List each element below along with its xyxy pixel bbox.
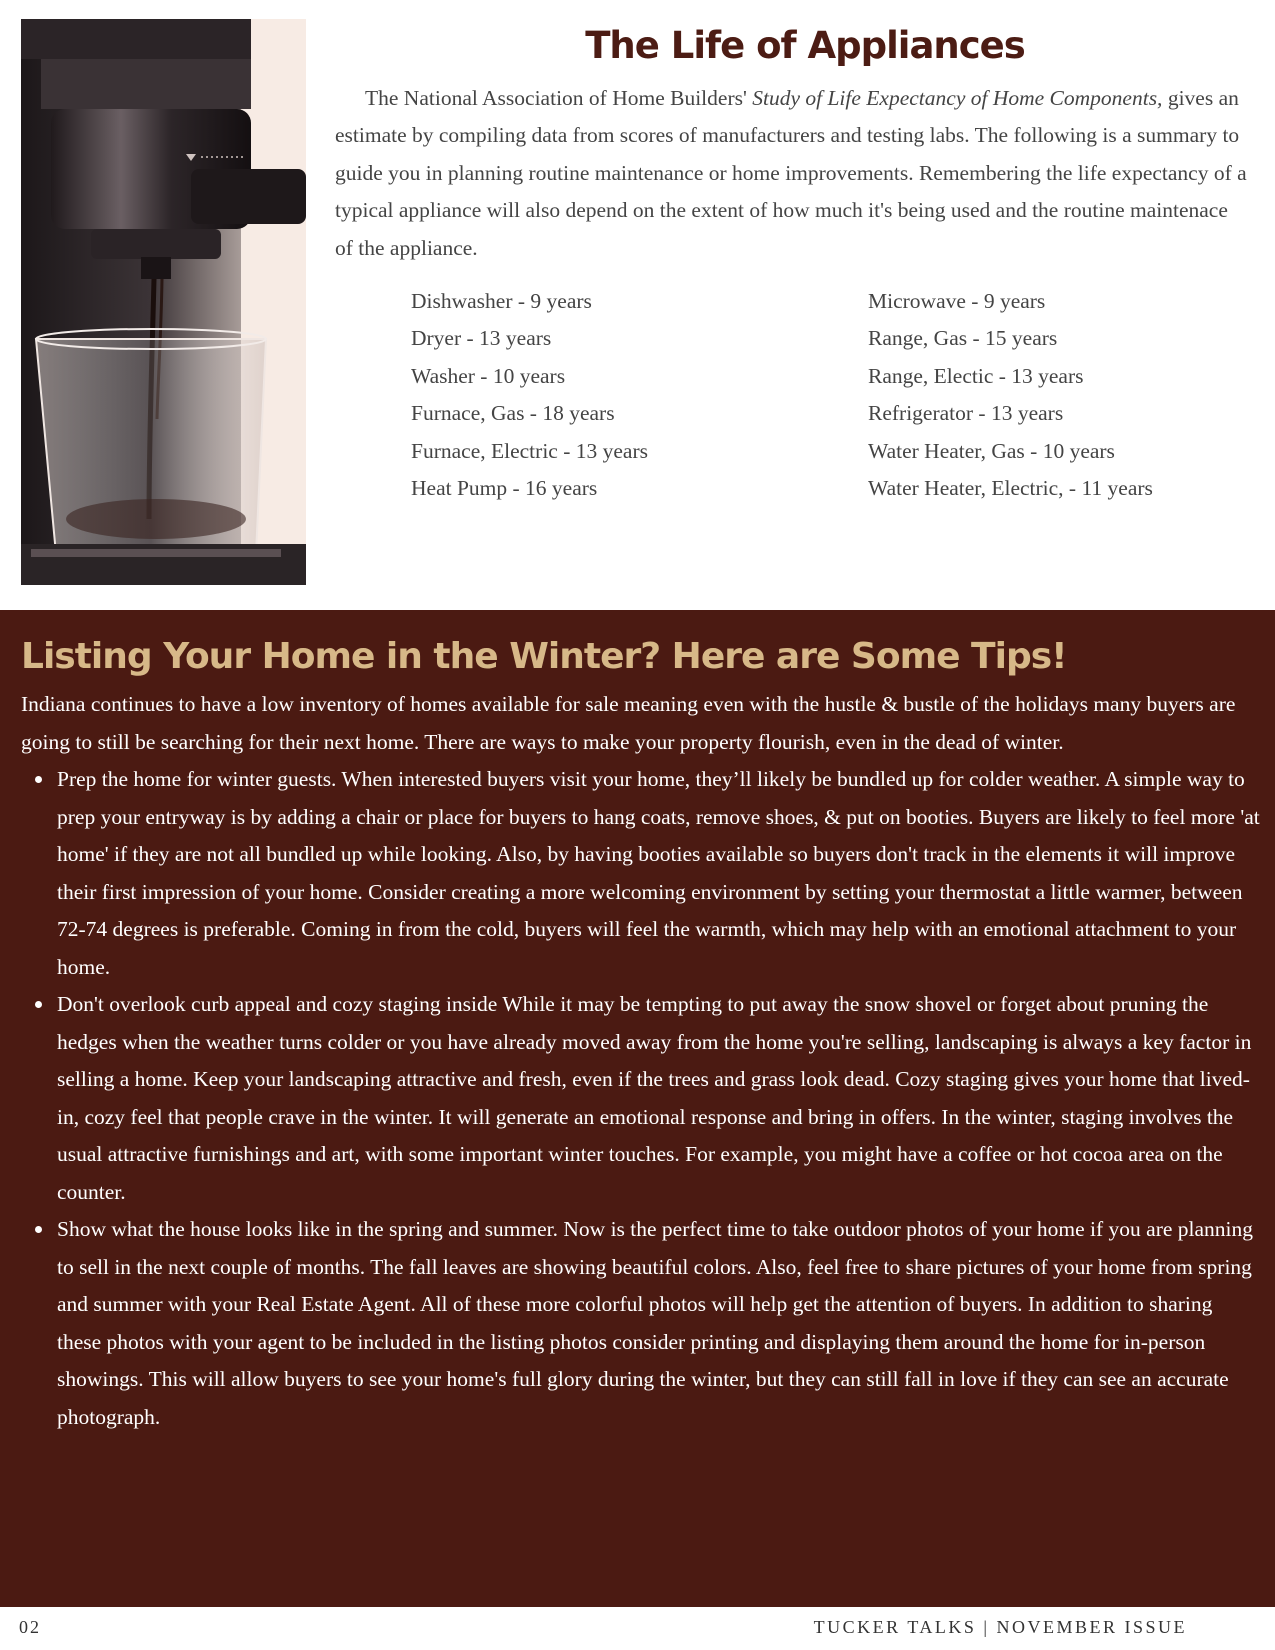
- list-item: [57, 761, 1261, 986]
- list-item: Water Heater, Gas - 10 years: [868, 438, 1115, 463]
- study-title: Study of Life Expectancy of Home Components,: [752, 86, 1163, 110]
- winter-tips-list: [21, 761, 1261, 1436]
- tip-text: Show what the house looks like in the spring and summer. Now is the perfect time to take outdoor photos of your home if you are planning to sell in the next couple of months. The fall leaves are showing beautiful colors. Also, feel free to share pictures of your home from spring and summer with your Real Estate Agent. All of these more colorful photos will help get the attention of buyers. In addition to sharing these photos with your agent to be included in the listing photos consider printing and displaying them around the home for in-person showings. This will allow buyers to see your home's full glory during the winter, but they can still fall in love if they can see an accurate photograph.: [57, 1217, 1254, 1429]
- bullet-icon: [35, 1001, 42, 1008]
- life-expectancy-list-left: [411, 283, 868, 507]
- bullet-icon: [35, 1226, 42, 1233]
- page-number: 02: [19, 1617, 41, 1637]
- list-item: Range, Gas - 15 years: [868, 326, 1058, 351]
- appliance-life-article: [335, 18, 1250, 507]
- intro-rest: gives an estimate by compiling data from scores of manufacturers and testing labs. The following is a summary to guide you in planning routine maintenance or home improvements. Remembering the life expectancy of a typical appliance will also depend on the extent of how much it's being used and the routine maintenace of the appliance.: [335, 86, 1247, 260]
- newsletter-issue-label: TUCKER TALKS | NOVEMBER ISSUE: [813, 1617, 1187, 1637]
- appliance-life-title: The Life of Appliances: [585, 24, 1025, 67]
- list-item: [57, 1211, 1261, 1436]
- life-expectancy-list-right: [868, 283, 1153, 507]
- list-item: Refrigerator - 13 years: [868, 401, 1064, 426]
- list-item: Washer - 10 years: [411, 363, 566, 388]
- winter-listing-section: [0, 610, 1275, 1607]
- list-item: Microwave - 9 years: [868, 289, 1046, 314]
- intro-lead: The National Association of Home Builders': [365, 86, 753, 110]
- winter-intro: Indiana continues to have a low inventory of homes available for sale meaning even with the hustle & bustle of the holidays many buyers are going to still be searching for their next home. There are ways to make your property flourish, even in the dead of winter.: [21, 692, 1236, 754]
- tip-text: Prep the home for winter guests. When interested buyers visit your home, they’ll likely be bundled up for colder weather. A simple way to prep your entryway is by adding a chair or place for buyers to hang coats, remove shoes, & put on booties. Buyers are likely to feel more 'at home' if they are not all bundled up while looking. Also, by having booties available so buyers don't track in the elements it will improve their first impression of your home. Consider creating a more welcoming environment by setting your thermostat a little warmer, between 72-74 degrees is preferable. Coming in from the cold, buyers will feel the warmth, which may help with an emotional attachment to your home.: [57, 767, 1260, 979]
- tip-text: Don't overlook curb appeal and cozy staging inside While it may be tempting to put away the snow shovel or forget about pruning the hedges when the weather turns colder or you have already moved away from the home you're selling, landscaping is always a key factor in selling a home. Keep your landscaping attractive and fresh, even if the trees and grass look dead. Cozy staging gives your home that lived-in, cozy feel that people crave in the winter. It will generate an emotional response and bring in offers. In the winter, staging involves the usual attractive furnishings and art, with some important winter touches. For example, you might have a coffee or hot cocoa area on the counter.: [57, 992, 1252, 1204]
- winter-listing-title: Listing Your Home in the Winter? Here are Some Tips!: [21, 636, 1067, 677]
- espresso-machine-photo: [21, 19, 306, 585]
- list-item: Water Heater, Electric, - 11 years: [868, 476, 1153, 501]
- bullet-icon: [35, 776, 42, 783]
- list-item: Dryer - 13 years: [411, 326, 552, 351]
- list-item: Heat Pump - 16 years: [411, 476, 598, 501]
- winter-listing-body: [21, 686, 1261, 1436]
- list-item: [57, 986, 1261, 1211]
- life-expectancy-lists: [335, 283, 1250, 507]
- list-item: Furnace, Electric - 13 years: [411, 438, 648, 463]
- list-item: Range, Electic - 13 years: [868, 363, 1084, 388]
- appliance-life-intro: [335, 80, 1250, 267]
- list-item: Dishwasher - 9 years: [411, 289, 592, 314]
- list-item: Furnace, Gas - 18 years: [411, 401, 615, 426]
